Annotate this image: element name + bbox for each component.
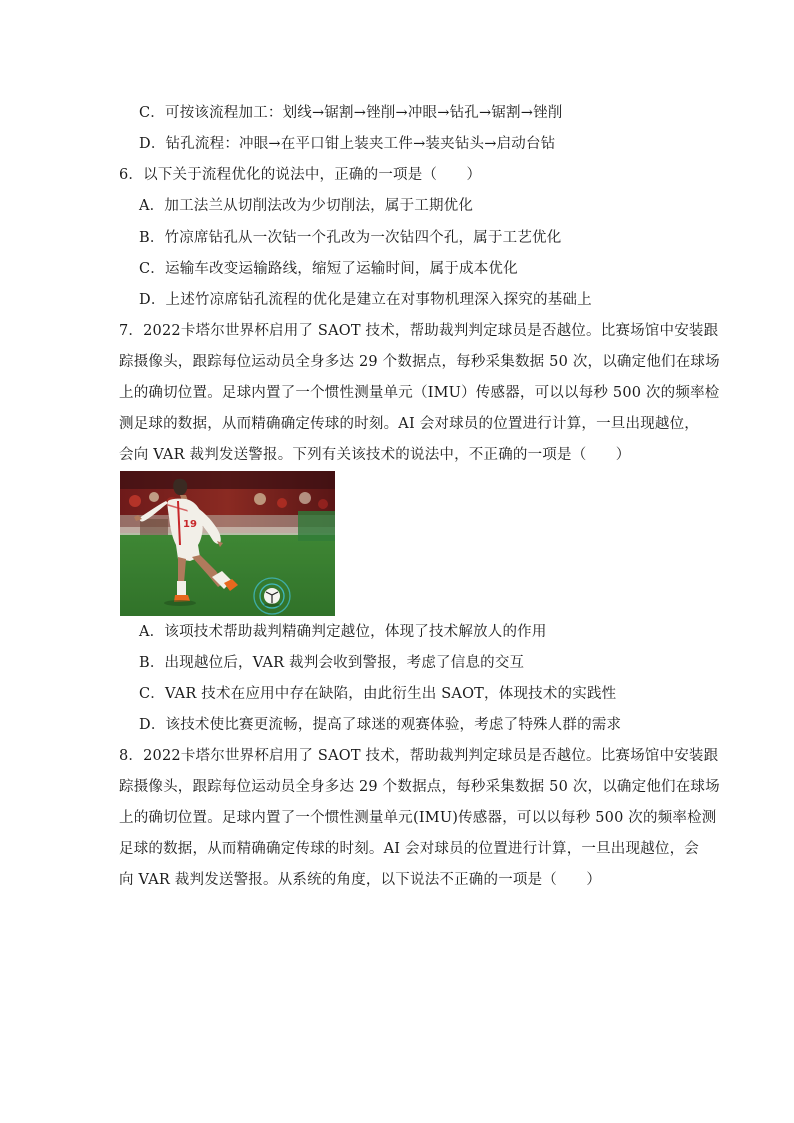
question-7-stem-line-5: 会向 VAR 裁判发送警报。下列有关该技术的说法中，不正确的一项是（ ） <box>119 447 631 463</box>
question-8-stem-line-5: 向 VAR 裁判发送警报。从系统的角度，以下说法不正确的一项是（ ） <box>119 872 602 888</box>
question-7-option-a: A．该项技术帮助裁判精确判定越位，体现了技术解放人的作用 <box>139 624 547 640</box>
option-d-prev: D．钻孔流程：冲眼→在平口钳上装夹工件→装夹钻头→启动台钻 <box>139 136 556 152</box>
question-8-stem-line-3: 上的确切位置。足球内置了一个惯性测量单元(IMU)传感器，可以以每秒 500 次的频率检测 <box>119 810 717 826</box>
soccer-player-photo <box>120 471 335 616</box>
question-6-stem: 6．以下关于流程优化的说法中，正确的一项是（ ） <box>119 167 482 183</box>
question-8-stem-line-1: 8．2022卡塔尔世界杯启用了 SAOT 技术，帮助裁判判定球员是否越位。比赛场馆中安装跟 <box>119 748 719 764</box>
question-6-option-d: D．上述竹凉席钻孔流程的优化是建立在对事物机理深入探究的基础上 <box>139 292 592 308</box>
question-7-option-c: C．VAR 技术在应用中存在缺陷，由此衍生出 SAOT，体现技术的实践性 <box>139 686 617 702</box>
question-8-stem-line-2: 踪摄像头，跟踪每位运动员全身多达 29 个数据点，每秒采集数据 50 次，以确定他们在球场 <box>119 779 720 795</box>
jersey-number: 19 <box>183 519 197 530</box>
question-6-option-a: A．加工法兰从切削法改为少切削法，属于工期优化 <box>139 198 474 214</box>
question-7-option-d: D．该技术使比赛更流畅，提高了球迷的观赛体验，考虑了特殊人群的需求 <box>139 717 622 733</box>
question-7-stem-line-4: 测足球的数据，从而精确确定传球的时刻。AI 会对球员的位置进行计算，一旦出现越位， <box>119 416 700 432</box>
question-6-option-c: C．运输车改变运输路线，缩短了运输时间，属于成本优化 <box>139 261 518 277</box>
question-7-option-b: B．出现越位后，VAR 裁判会收到警报，考虑了信息的交互 <box>139 655 525 671</box>
question-7-stem-line-3: 上的确切位置。足球内置了一个惯性测量单元（IMU）传感器，可以以每秒 500 次的频率检 <box>119 385 720 401</box>
question-7-stem-line-1: 7．2022卡塔尔世界杯启用了 SAOT 技术，帮助裁判判定球员是否越位。比赛场馆中安装跟 <box>119 323 719 339</box>
question-8-stem-line-4: 足球的数据，从而精确确定传球的时刻。AI 会对球员的位置进行计算，一旦出现越位，会 <box>119 841 700 857</box>
question-6-option-b: B．竹凉席钻孔从一次钻一个孔改为一次钻四个孔，属于工艺优化 <box>139 230 562 246</box>
question-7-stem-line-2: 踪摄像头，跟踪每位运动员全身多达 29 个数据点，每秒采集数据 50 次，以确定他们在球场 <box>119 354 720 370</box>
option-c-prev: C．可按该流程加工：划线→锯割→锉削→冲眼→钻孔→锯割→锉削 <box>139 105 563 121</box>
